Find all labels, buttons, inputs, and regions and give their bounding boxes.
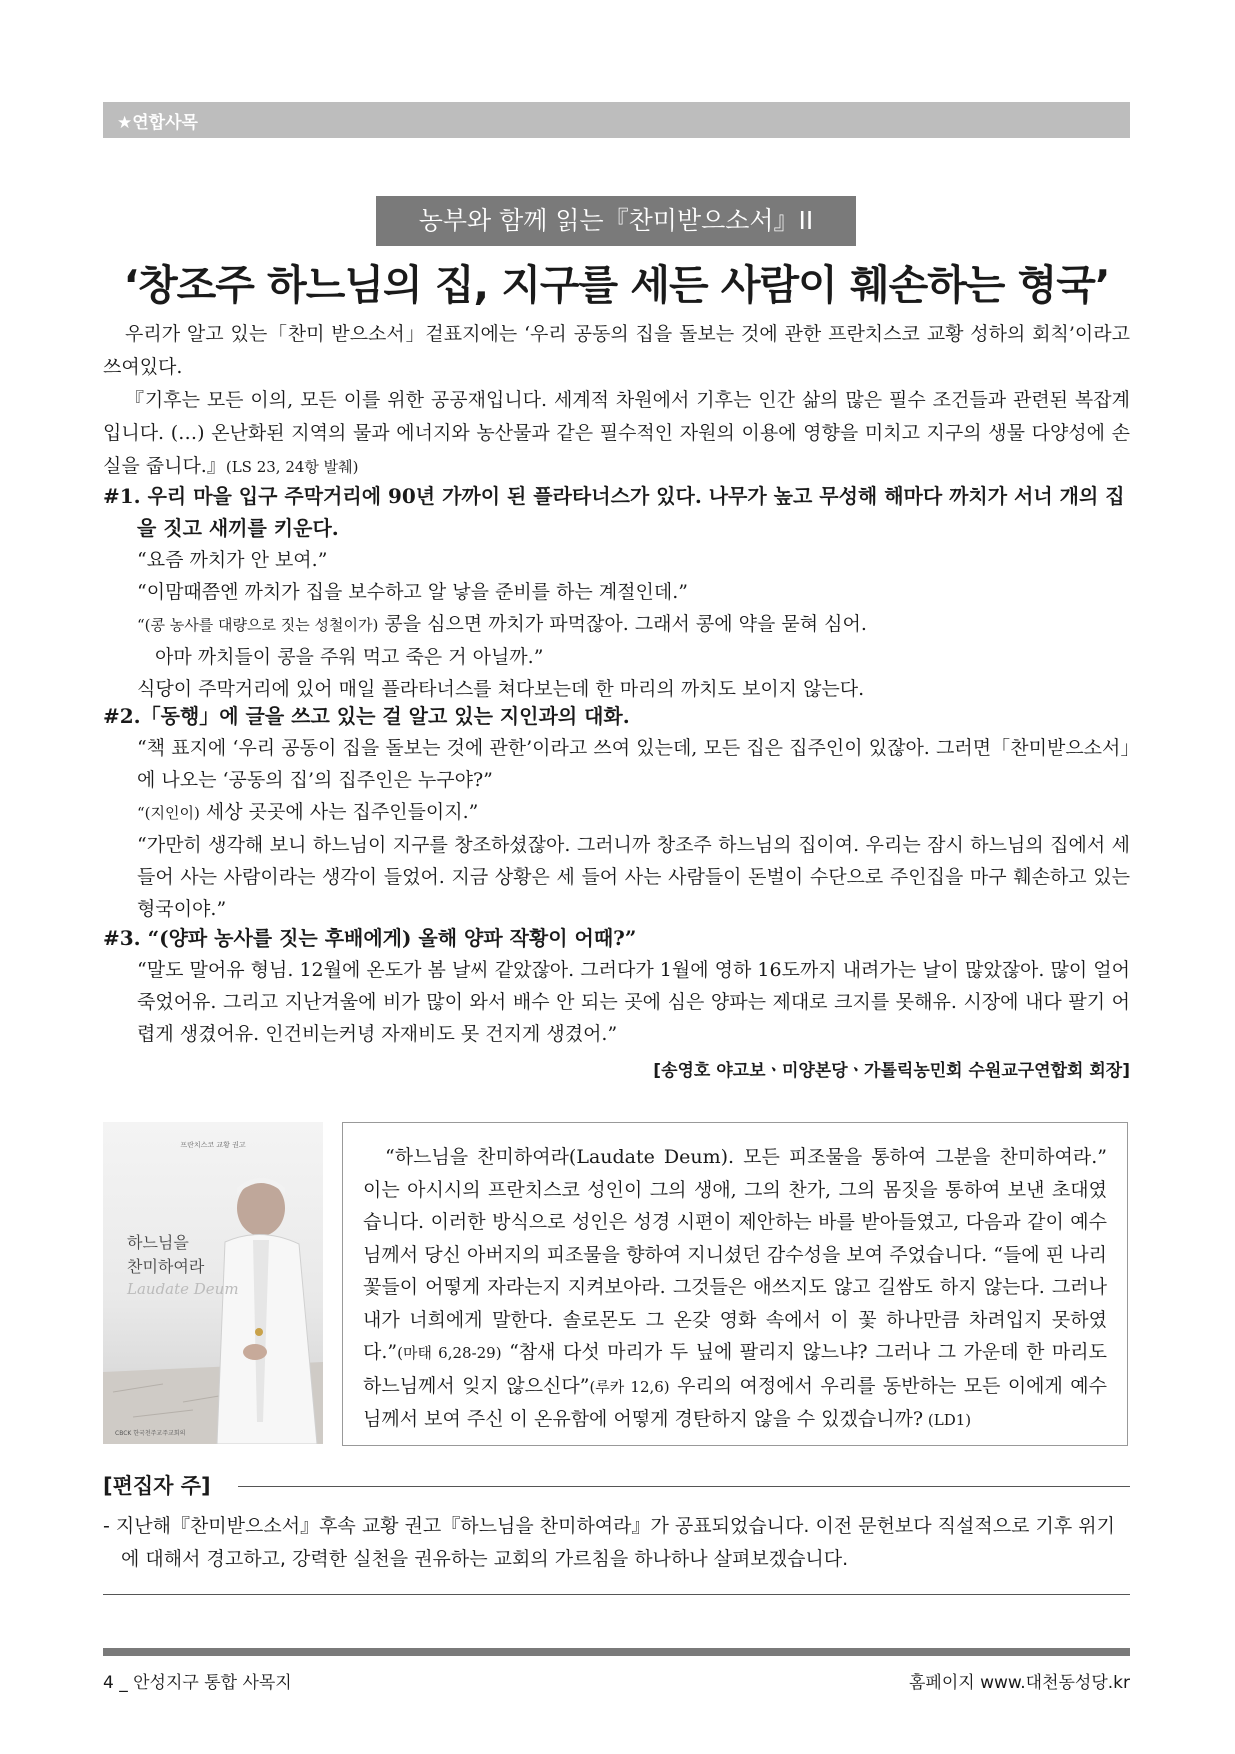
section-1-heading: #1. 우리 마을 입구 주막거리에 90년 가까이 된 플라타너스가 있다. 나무가 높고 무성해 해마다 까치가 서너 개의 집을 짓고 새끼를 키운다. <box>103 484 1125 540</box>
cover-title-line-2: 찬미하여라 <box>127 1257 205 1276</box>
cover-top-text: 프란치스코 교황 권고 <box>180 1141 246 1149</box>
book-cover-image <box>103 1122 323 1444</box>
section-2 <box>103 700 1130 925</box>
section-1-quote-4: 아마 까치들이 콩을 주워 먹고 죽은 거 아닐까.” <box>155 646 544 668</box>
section-1 <box>103 480 1130 705</box>
section-2-quote-3: “가만히 생각해 보니 하느님이 지구를 창조하셨잖아. 그러니까 창조주 하느님의 집이여. 우리는 잠시 하느님의 집에서 세 들어 사는 사람이라는 생각이 들었어. 지금 상황은 세 들어 사는 사람들이 돈벌이 수단으로 주인집을 마구 훼손하고 있는 형국이야.” <box>137 834 1130 920</box>
intro-paragraph-2 <box>103 384 1130 484</box>
series-title: 농부와 함께 읽는『찬미받으소서』II <box>376 196 856 246</box>
section-1-quote-2: “이맘때쯤엔 까치가 집을 보수하고 알 낳을 준비를 하는 계절인데.” <box>137 581 688 603</box>
quote-ref-3: (LD1) <box>923 1411 972 1429</box>
section-header-bar <box>103 102 1130 138</box>
cover-title-line-1: 하느님을 <box>127 1233 189 1252</box>
section-1-quote-1: “요즘 까치가 안 보여.” <box>137 549 328 571</box>
footer-bar <box>103 1648 1130 1656</box>
article-headline: ‘창조주 하느님의 집, 지구를 세든 사람이 훼손하는 형국’ <box>123 261 1110 309</box>
quote-text-b: “참새 다섯 마리가 두 닢에 팔리지 않느냐? 그러나 그 가운데 한 마리도 하느님께서 잊지 않으신다” <box>363 1341 1107 1397</box>
section-3-quote-1: “말도 말어유 형님. 12월에 온도가 봄 날씨 같았잖아. 그러다가 1월에 영하 16도까지 내려가는 날이 많았잖아. 많이 얼어 죽었어유. 그리고 지난겨울에 비가 많이 와서 배수 안 되는 곳에 심은 양파는 제대로 크지를 못해유. 시장에 내다 팔기 어렵게 생겼어유. 인건비는커녕 자재비도 못 건지게 생겼어.” <box>137 959 1130 1045</box>
quote-text-c: 우리의 여정에서 우리를 동반하는 모든 이에게 예수님께서 보여 주신 이 온유함에 어떻게 경탄하지 않을 수 있겠습니까? <box>363 1374 1107 1430</box>
laudate-deum-quote-box <box>342 1122 1128 1446</box>
editor-heading-rule <box>238 1486 1130 1487</box>
footer-page-info: 4 _ 안성지구 통합 사목지 <box>103 1673 292 1693</box>
section-2-quote-1: “책 표지에 ‘우리 공동이 집을 돌보는 것에 관한’이라고 쓰여 있는데, 모든 집은 집주인이 있잖아. 그러면「찬미받으소서」에 나오는 ‘공동의 집’의 집주인은 누구야?” <box>137 737 1130 791</box>
intro-reference: (LS 23, 24항 발췌) <box>225 458 359 476</box>
editor-bottom-rule <box>103 1594 1130 1595</box>
intro-paragraph-1: 우리가 알고 있는「찬미 받으소서」겉표지에는 ‘우리 공동의 집을 돌보는 것에 관한 프란치스코 교황 성하의 회칙’이라고 쓰여있다. <box>103 323 1130 378</box>
section-2-quote-2-note: “(지인이) <box>137 804 200 822</box>
cover-latin-title: Laudate Deum <box>127 1280 239 1298</box>
section-1-quote-3-note: “(콩 농사를 대량으로 짓는 성철이가) <box>137 616 379 634</box>
cover-publisher: CBCK 한국천주교주교회의 <box>115 1430 186 1437</box>
quote-paragraph <box>363 1141 1107 1437</box>
quote-ref-2: (루카 12,6) <box>589 1377 670 1396</box>
quote-text-a: “하느님을 찬미하여라(Laudate Deum). 모든 피조물을 통하여 그분을 찬미하여라.” 이는 아시시의 프란치스코 성인이 그의 생애, 그의 찬가, 그의 몸짓을 통하여 보낸 초대였습니다. 이러한 방식으로 성인은 성경 시편이 제안하는 바를 받아들였고, 다음과 같이 예수님께서 당신 아버지의 피조물을 향하여 지니셨던 감수성을 보여 주었습니다. “들에 핀 나리꽃들이 어떻게 자라는지 지켜보아라. 그것들은 애쓰지도 않고 길쌈도 하지 않는다. 그러나 내가 너희에게 말한다. 솔로몬도 그 온갖 영화 속에서 이 꽃 하나만큼 차려입지 못하였다.” <box>363 1146 1107 1363</box>
section-1-quote-3-text: 콩을 심으면 까치가 파먹잖아. 그래서 콩에 약을 묻혀 심어. <box>378 613 867 635</box>
intro-quote: 『기후는 모든 이의, 모든 이를 위한 공공재입니다. 세계적 차원에서 기후는 인간 삶의 많은 필수 조건들과 관련된 복잡계입니다. (…) 온난화된 지역의 물과 에너지와 농산물과 같은 필수적인 자원의 이용에 영향을 미치고 지구의 생물 다양성에 손실을 줍니다.』 <box>103 389 1130 477</box>
section-2-heading: #2.「동행」에 글을 쓰고 있는 걸 알고 있는 지인과의 대화. <box>103 704 630 728</box>
section-3 <box>103 922 1130 1050</box>
section-3-heading: #3. “(양파 농사를 짓는 후배에게) 올해 양파 작황이 어때?” <box>103 926 637 950</box>
editor-note-heading: [편집자 주] <box>103 1474 211 1498</box>
section-1-quote-3 <box>103 608 1130 641</box>
section-2-quote-2 <box>103 796 1130 829</box>
author-attribution: [송영호 야고보ㆍ미양본당ㆍ가톨릭농민회 수원교구연합회 회장] <box>653 1061 1130 1081</box>
section-label: ★연합사목 <box>117 113 198 133</box>
footer-homepage: 홈페이지 www.대천동성당.kr <box>909 1673 1130 1693</box>
editor-note-text: - 지난해『찬미받으소서』후속 교황 권고『하느님을 찬미하여라』가 공표되었습니다. 이전 문헌보다 직설적으로 기후 위기에 대해서 경고하고, 강력한 실천을 권유하는 교회의 가르침을 하나하나 살펴보겠습니다. <box>103 1515 1115 1570</box>
section-2-quote-2-text: 세상 곳곳에 사는 집주인들이지.” <box>199 801 479 823</box>
section-1-closing: 식당이 주막거리에 있어 매일 플라타너스를 쳐다보는데 한 마리의 까치도 보이지 않는다. <box>137 678 865 700</box>
quote-ref-1: (마태 6,28-29) <box>397 1344 502 1362</box>
article-intro <box>103 318 1130 484</box>
